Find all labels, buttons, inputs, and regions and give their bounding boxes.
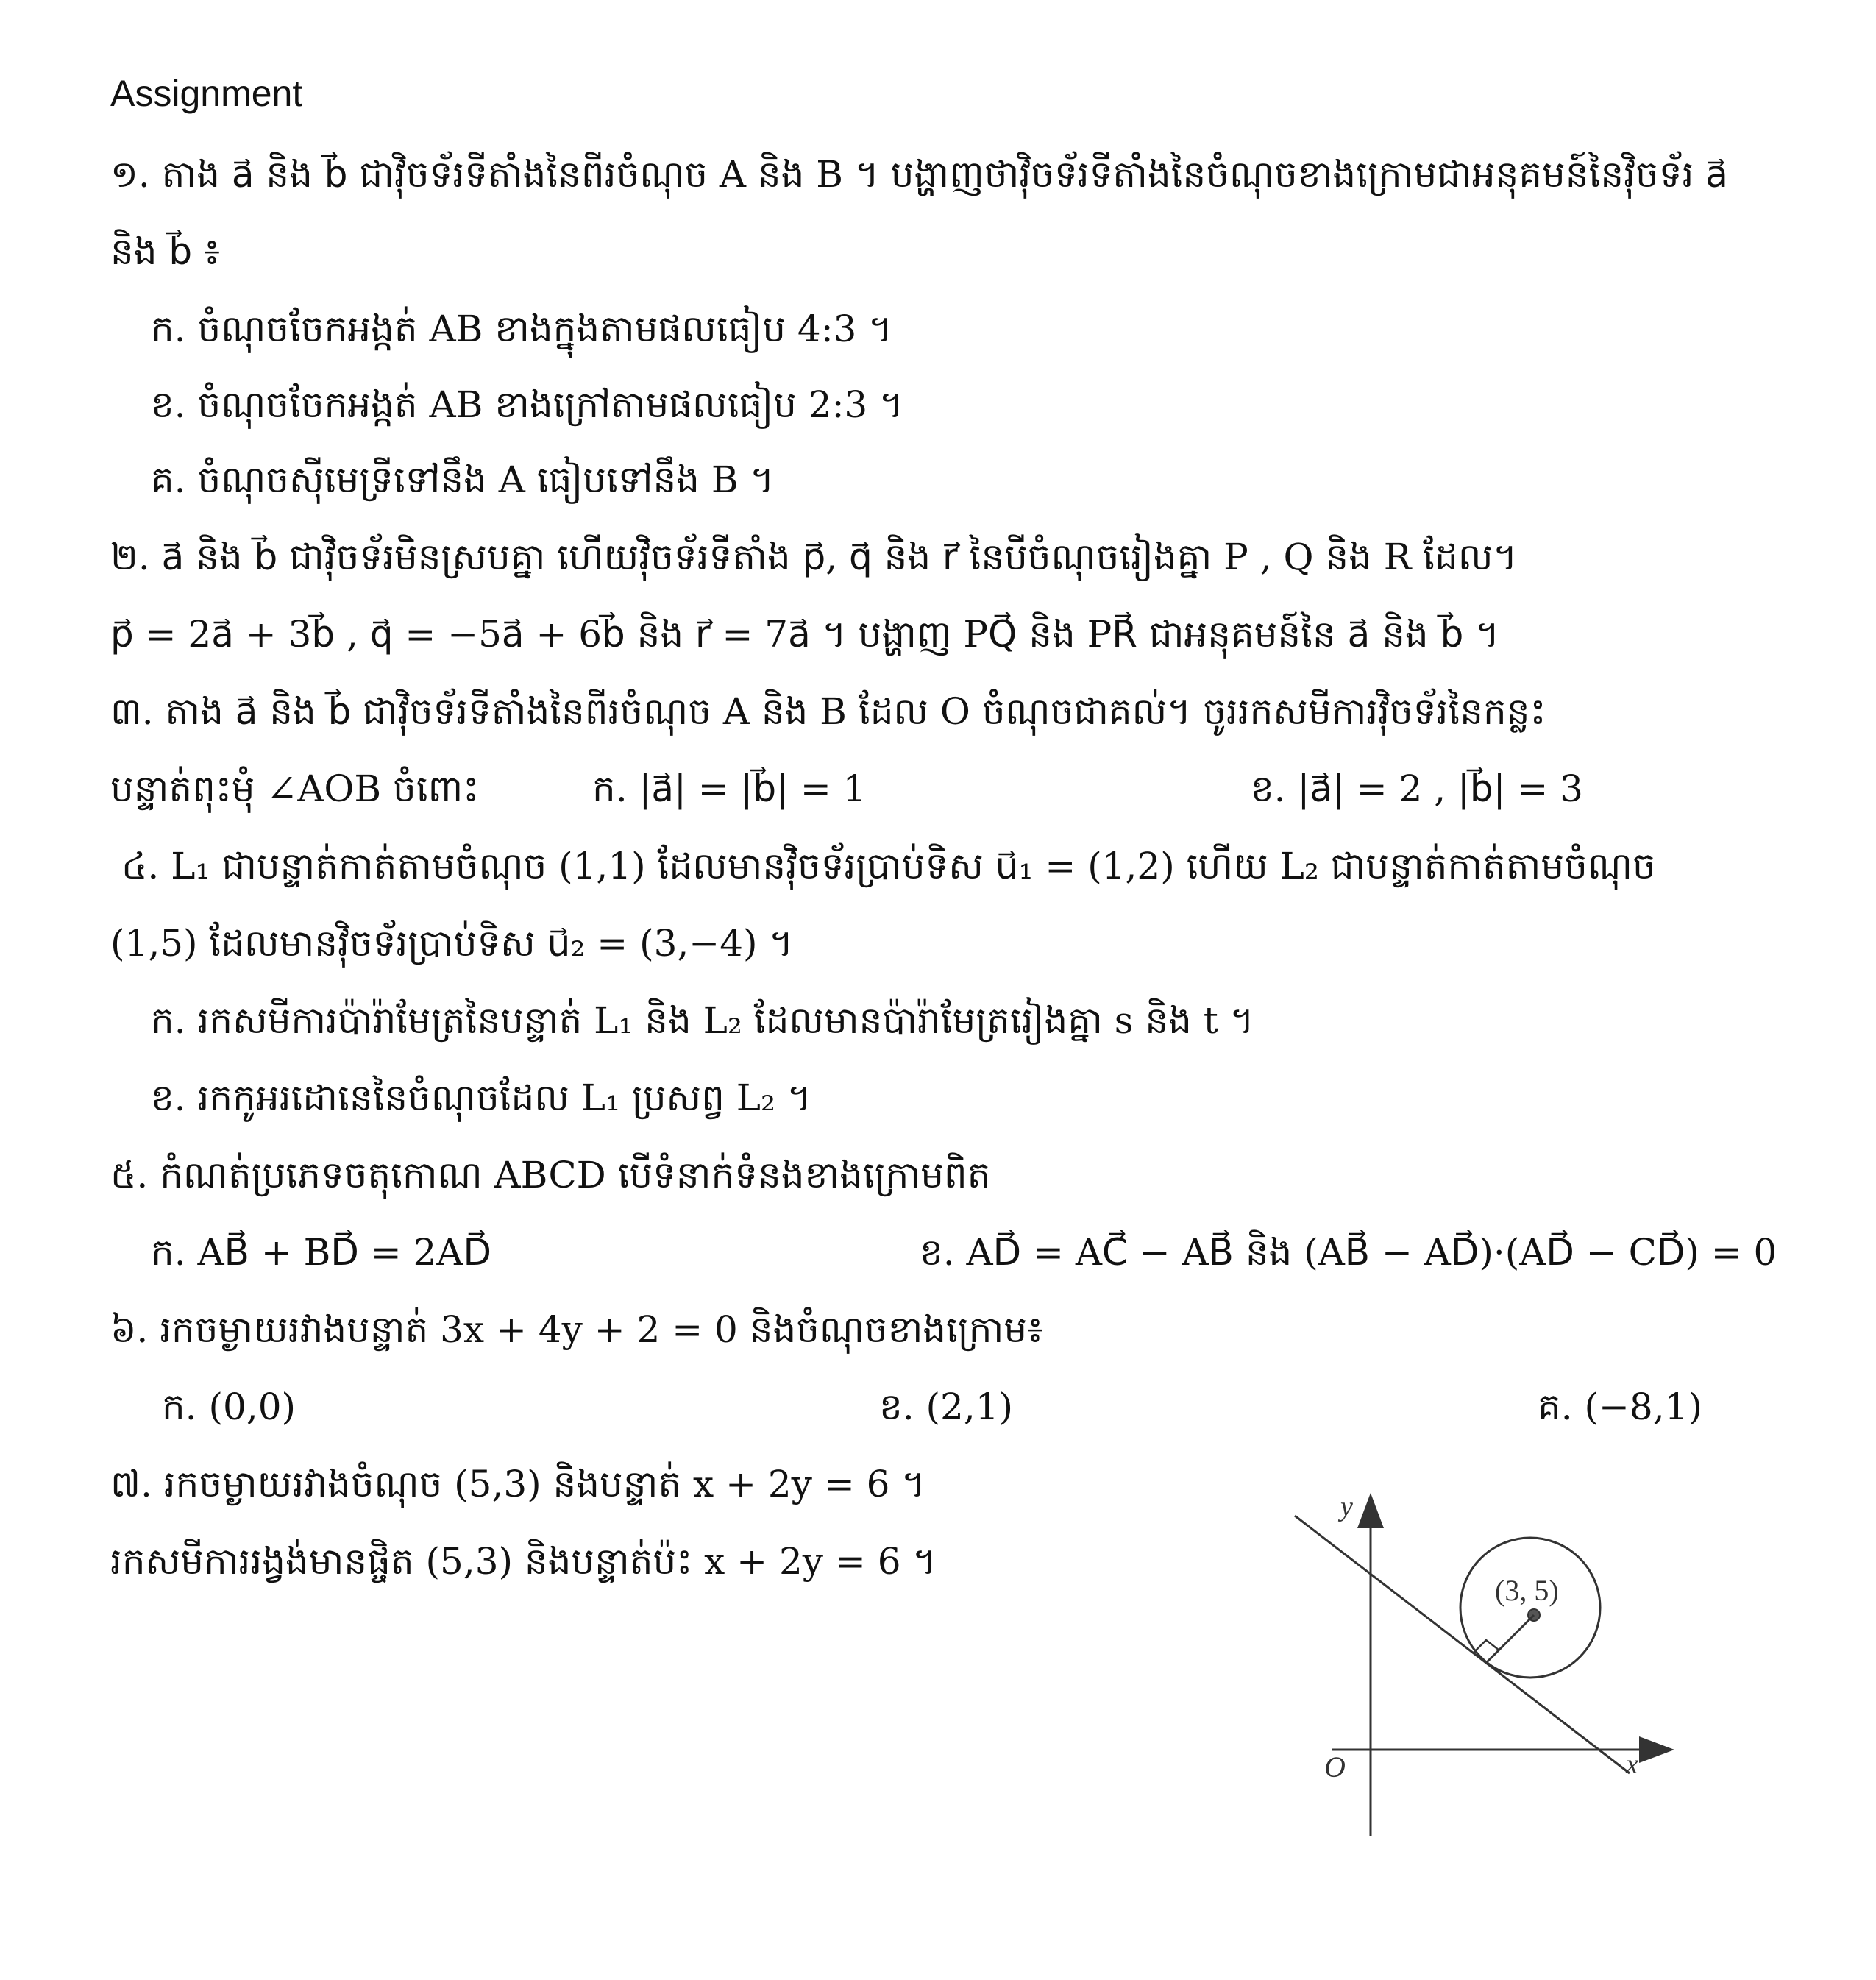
problem-1-line-1: ១. តាង a⃗ និង b⃗ ជាវ៉ិចទ័រទីតាំងនៃពីរចំណុច A និង B ។ បង្ហាញថាវ៉ិចទ័រទីតាំងនៃចំណុចខាងក្រោមជាអនុគមន៍នៃវ៉ិចទ័រ a⃗	[110, 153, 1728, 196]
problem-1-part-b: ខ. ចំណុចចែកអង្កត់ AB ខាងក្រៅតាមផលធៀប 2:3 ។	[151, 383, 904, 426]
tangent-circle	[1460, 1538, 1600, 1678]
tangent-circle-figure	[1280, 1483, 1692, 1851]
problem-7-line-1: ៧. រកចម្ងាយរវាងចំណុច (5,3) និងបន្ទាត់ x + 2y = 6 ។	[110, 1463, 926, 1505]
problem-3-part-b: ខ. |a⃗| = 2 , |b⃗| = 3	[1251, 767, 1583, 810]
problem-5-line-1: ៥. កំណត់ប្រភេទចតុកោណ ABCD បើទំនាក់ទំនងខាងក្រោមពិត	[110, 1154, 991, 1196]
radius-segment	[1486, 1615, 1534, 1663]
problem-6-part-c: គ. (−8,1)	[1538, 1385, 1702, 1428]
problem-1-line-2: និង b⃗ ៖	[110, 230, 220, 273]
problem-6-line-1: ៦. រកចម្ងាយរវាងបន្ទាត់ 3x + 4y + 2 = 0 និងចំណុចខាងក្រោម៖	[110, 1308, 1044, 1351]
problem-4-part-a: ក. រកសមីការប៉ារ៉ាមែត្រនៃបន្ទាត់ L₁ និង L₂ ដែលមានប៉ារ៉ាមែត្ររៀងគ្នា s និង t ។	[151, 999, 1254, 1042]
problem-1-part-a: ក. ចំណុចចែកអង្កត់ AB ខាងក្នុងតាមផលធៀប 4:3 ។	[151, 308, 893, 350]
problem-2-line-1: ២. a⃗ និង b⃗ ជាវ៉ិចទ័រមិនស្របគ្នា ហើយវ៉ិចទ័រទីតាំង p⃗, q⃗ និង r⃗ នៃបីចំណុចរៀងគ្នា P , Q និង R ដែល។	[110, 536, 1518, 578]
problem-4-part-b: ខ. រកកូអរដោនេនៃចំណុចដែល L₁ ប្រសព្វ L₂ ។	[151, 1076, 811, 1119]
problem-3-line-2: បន្ទាត់ពុះមុំ ∠AOB ចំពោះ	[110, 767, 480, 810]
center-point-label: (3, 5)	[1495, 1574, 1559, 1607]
problem-6-part-a: ក. (0,0)	[162, 1385, 296, 1428]
problem-2-line-2: p⃗ = 2a⃗ + 3b⃗ , q⃗ = −5a⃗ + 6b⃗ និង r⃗ = 7a⃗ ។ បង្ហាញ PQ⃗ និង PR⃗ ជាអនុគមន៍នៃ a⃗ និង b⃗ ។	[110, 613, 1500, 656]
y-axis-label: y	[1340, 1491, 1353, 1522]
problem-7-line-2: រកសមីការរង្វង់មានផ្ចិត (5,3) និងបន្ទាត់ប៉ះ x + 2y = 6 ។	[110, 1540, 937, 1583]
problem-4-line-2: (1,5) ដែលមានវ៉ិចទ័រប្រាប់ទិស u⃗₂ = (3,−4) ។	[110, 922, 794, 965]
tangent-line	[1295, 1516, 1630, 1773]
problem-5-part-a: ក. AB⃗ + BD⃗ = 2AD⃗	[151, 1231, 491, 1274]
problem-6-part-b: ខ. (2,1)	[879, 1385, 1014, 1428]
x-axis-label: x	[1626, 1749, 1638, 1780]
origin-label: O	[1324, 1750, 1346, 1784]
problem-3-part-a: ក. |a⃗| = |b⃗| = 1	[592, 767, 867, 810]
problem-4-line-1: ៤. L₁ ជាបន្ទាត់កាត់តាមចំណុច (1,1) ដែលមានវ៉ិចទ័រប្រាប់ទិស u⃗₁ = (1,2) ហើយ L₂ ជាបន្ទាត់កាត់តាមចំណុច	[121, 845, 1656, 887]
problem-1-part-c: គ. ចំណុចស៊ីមេទ្រីទៅនឹង A ធៀបទៅនឹង B ។	[151, 458, 775, 501]
problem-3-line-1: ៣. តាង a⃗ និង b⃗ ជាវ៉ិចទ័រទីតាំងនៃពីរចំណុច A និង B ដែល O ចំណុចជាគល់។ ចូររកសមីការវ៉ិចទ័រនៃកន្លះ	[110, 690, 1546, 733]
document-title: Assignment	[110, 73, 303, 114]
problem-5-part-b: ខ. AD⃗ = AC⃗ − AB⃗ និង (AB⃗ − AD⃗)·(AD⃗ − CD⃗) = 0	[920, 1231, 1777, 1274]
